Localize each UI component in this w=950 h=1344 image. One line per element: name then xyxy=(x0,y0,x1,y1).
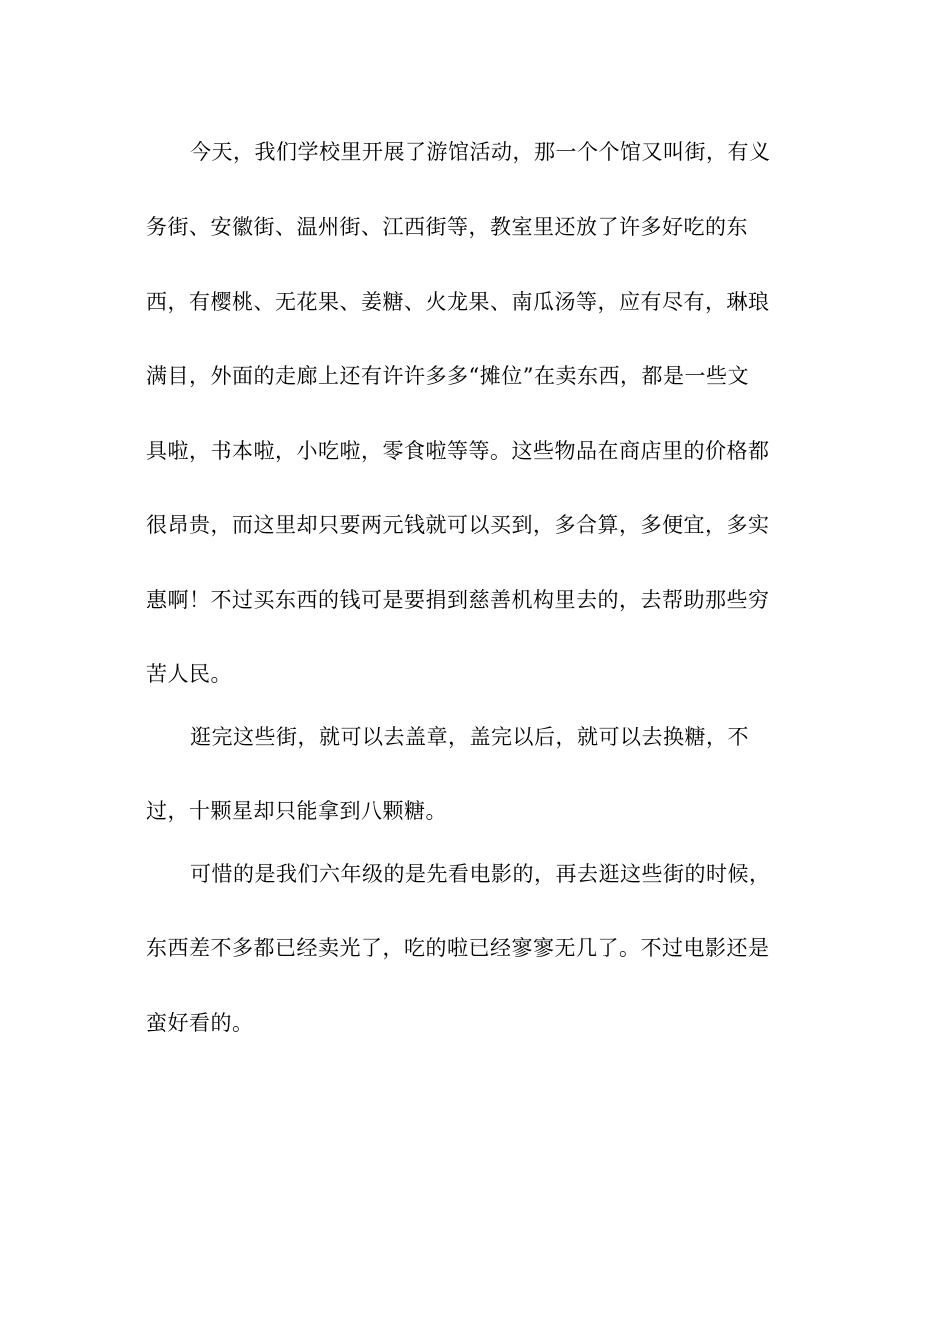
text-line: 具啦，书本啦，小吃啦，零食啦等等。这些物品在商店里的价格都 xyxy=(146,439,770,463)
text-line: 惠啊！不过买东西的钱可是要捐到慈善机构里去的，去帮助那些穷 xyxy=(146,588,770,612)
text-line: 逛完这些街，就可以去盖章，盖完以后，就可以去换糖，不 xyxy=(190,725,749,749)
text-line: 东西差不多都已经卖光了，吃的啦已经寥寥无几了。不过电影还是 xyxy=(146,936,770,960)
text-line: 可惜的是我们六年级的是先看电影的，再去逛这些街的时候， xyxy=(190,862,771,886)
text-line: 西，有樱桃、无花果、姜糖、火龙果、南瓜汤等，应有尽有，琳琅 xyxy=(146,290,770,314)
text-line: 满目，外面的走廊上还有许许多多“摊位”在卖东西，都是一些文 xyxy=(146,364,749,388)
text-line: 蛮好看的。 xyxy=(146,1011,254,1035)
text-line: 苦人民。 xyxy=(146,662,232,686)
text-line: 很昂贵，而这里却只要两元钱就可以买到，多合算，多便宜，多实 xyxy=(146,513,770,537)
text-line: 过，十颗星却只能拿到八颗糖。 xyxy=(146,799,447,823)
text-line: 务街、安徽街、温州街、江西街等，教室里还放了许多好吃的东 xyxy=(146,215,748,239)
text-line: 今天，我们学校里开展了游馆活动，那一个个馆又叫街，有义 xyxy=(190,140,771,164)
